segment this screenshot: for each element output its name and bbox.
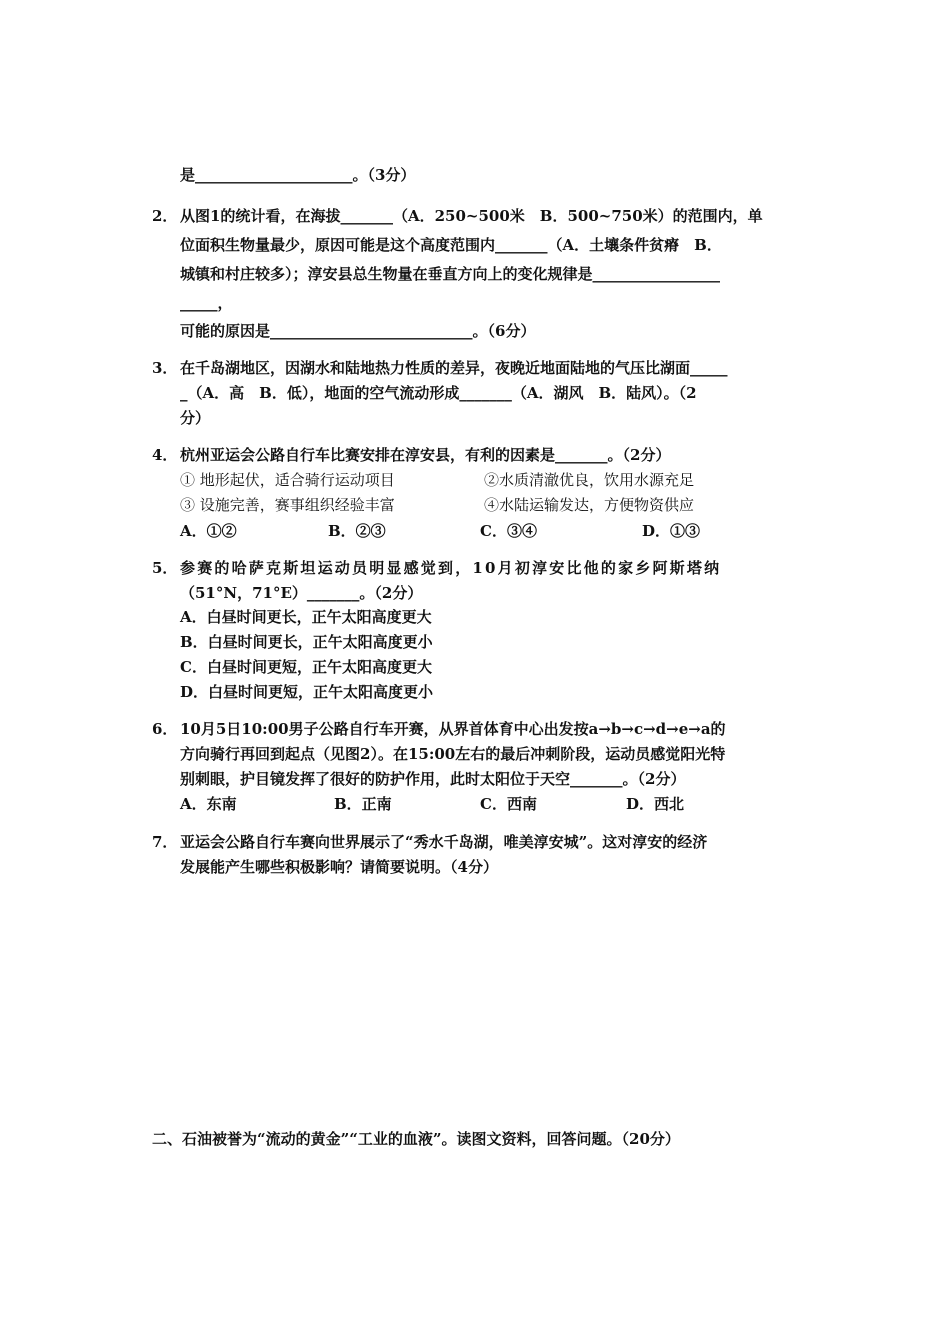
q5-number: 5． bbox=[152, 559, 178, 577]
q4-item-3: ③ 设施完善，赛事组织经验丰富 bbox=[180, 496, 395, 514]
q5-option-a: A．白昼时间更长，正午太阳高度更大 bbox=[180, 608, 432, 626]
q4-item-4: ④水陆运输发达，方便物资供应 bbox=[484, 496, 695, 514]
q4-item-2: ②水质清澈优良，饮用水源充足 bbox=[484, 471, 695, 489]
section-2-title: 二、石油被誉为“流动的黄金”“工业的血液”。读图文资料，回答问题。（20分） bbox=[152, 1130, 680, 1148]
q7-number: 7． bbox=[152, 833, 178, 851]
q6-option-b: B．正南 bbox=[334, 795, 392, 813]
q4-option-c: C．③④ bbox=[480, 522, 537, 540]
q6-option-a: A．东南 bbox=[180, 795, 237, 813]
q4-option-d: D．①③ bbox=[642, 522, 701, 540]
q2-line-3: 城镇和村庄较多）；淳安县总生物量在垂直方向上的变化规律是_________________ bbox=[180, 265, 721, 283]
q3-line-3: 分） bbox=[180, 409, 211, 427]
q6-line-1: 10月5日10:00男子公路自行车开赛，从界首体育中心出发按a→b→c→d→e→a的 bbox=[180, 720, 726, 738]
q6-option-c: C．西南 bbox=[480, 795, 537, 813]
q2-line-2: 位面积生物量最少，原因可能是这个高度范围内_______（A．土壤条件贫瘠 B． bbox=[180, 236, 722, 254]
q5-option-b: B．白昼时间更长，正午太阳高度更小 bbox=[180, 633, 433, 651]
q2-line-4: _____， bbox=[180, 294, 233, 312]
q4-option-a: A．①② bbox=[180, 522, 237, 540]
q3-number: 3． bbox=[152, 359, 178, 377]
q3-line-2: _（A．高 B．低），地面的空气流动形成_______（A．湖风 B．陆风）。（2 bbox=[180, 384, 697, 402]
q6-option-d: D．西北 bbox=[626, 795, 685, 813]
q4-stem: 杭州亚运会公路自行车比赛安排在淳安县，有利的因素是_______。（2分） bbox=[180, 446, 671, 464]
q3-line-1: 在千岛湖地区，因湖水和陆地热力性质的差异，夜晚近地面陆地的气压比湖面_____ bbox=[180, 359, 728, 377]
q6-line-3: 别刺眼，护目镜发挥了很好的防护作用，此时太阳位于天空_______。（2分） bbox=[180, 770, 686, 788]
q2-line-1: 从图1的统计看，在海拔_______（A．250~500米 B．500~750米）的范围内，单 bbox=[180, 207, 763, 225]
q4-number: 4． bbox=[152, 446, 178, 464]
q2-line-5: 可能的原因是___________________________。（6分） bbox=[180, 322, 536, 340]
q1-tail: 是_____________________。（3分） bbox=[180, 166, 416, 184]
q7-line-2: 发展能产生哪些积极影响？请简要说明。（4分） bbox=[180, 858, 498, 876]
q7-line-1: 亚运会公路自行车赛向世界展示了“秀水千岛湖，唯美淳安城”。这对淳安的经济 bbox=[180, 833, 708, 851]
q6-line-2: 方向骑行再回到起点（见图2）。在15:00左右的最后冲刺阶段，运动员感觉阳光特 bbox=[180, 745, 726, 763]
q2-number: 2． bbox=[152, 207, 178, 225]
q5-line-2: （51°N，71°E）_______。（2分） bbox=[180, 584, 423, 602]
q5-option-c: C．白昼时间更短，正午太阳高度更大 bbox=[180, 658, 432, 676]
q6-number: 6． bbox=[152, 720, 178, 738]
q5-line-1: 参赛的哈萨克斯坦运动员明显感觉到，10月初淳安比他的家乡阿斯塔纳 bbox=[180, 559, 722, 577]
q4-option-b: B．②③ bbox=[328, 522, 386, 540]
q4-item-1: ① 地形起伏，适合骑行运动项目 bbox=[180, 471, 395, 489]
q5-option-d: D．白昼时间更短，正午太阳高度更小 bbox=[180, 683, 434, 701]
